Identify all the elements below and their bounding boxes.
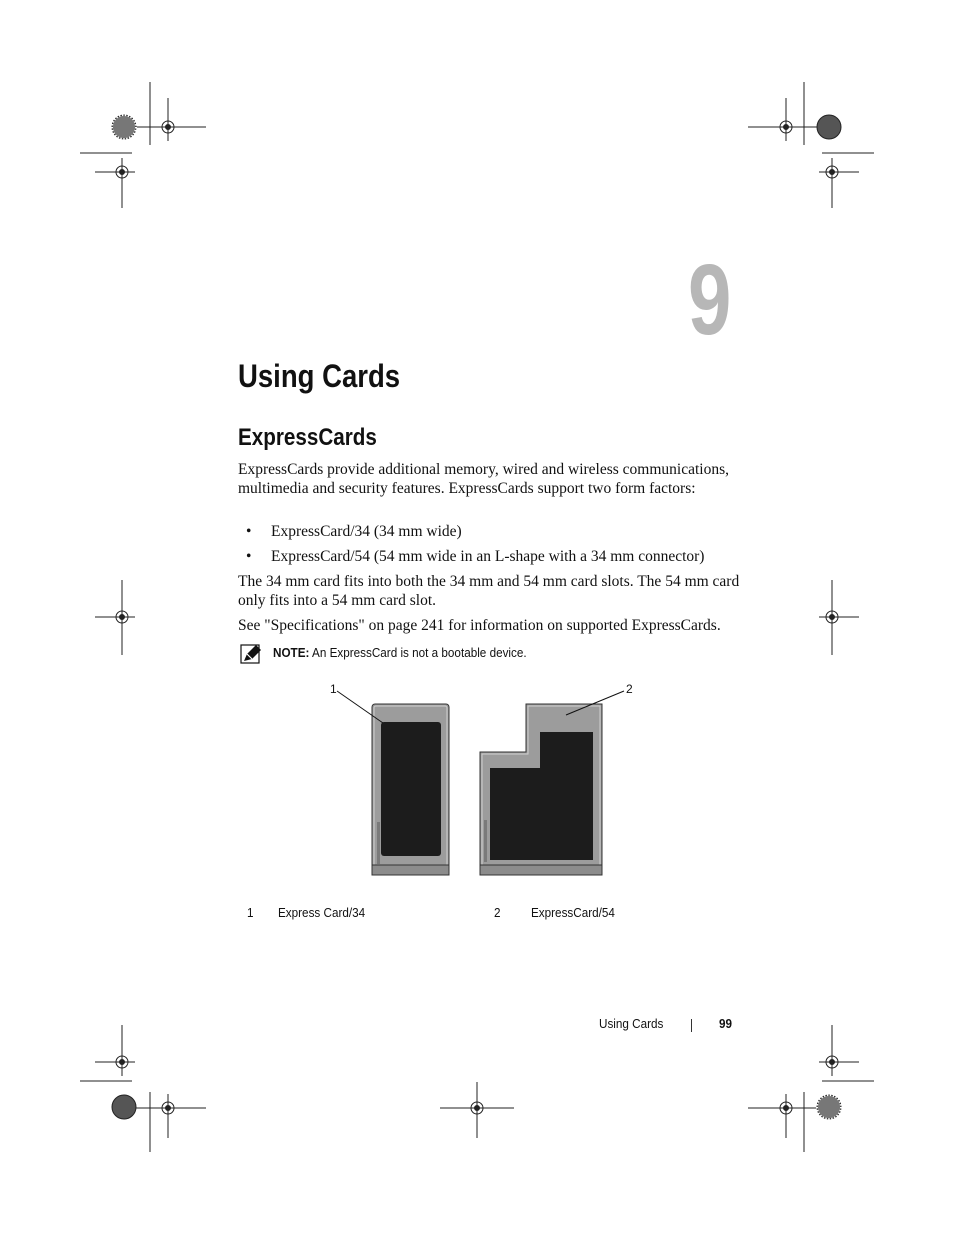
bullet-marker: • bbox=[246, 523, 252, 540]
caption-label: Express Card/34 bbox=[278, 905, 366, 920]
callout-1: 1 bbox=[330, 682, 337, 696]
note-label: NOTE: bbox=[273, 645, 310, 660]
section-heading: ExpressCards bbox=[238, 424, 377, 451]
expresscard-54-illustration bbox=[480, 704, 602, 875]
intro-paragraph: ExpressCards provide additional memory, wired and wireless communications, multimedia and security features. ExpressCards support two form factors: bbox=[238, 461, 730, 497]
caption-number: 2 bbox=[494, 905, 501, 920]
bullet-item: ExpressCard/54 (54 mm wide in an L-shape with a 34 mm connector) bbox=[271, 548, 705, 565]
bullet-marker: • bbox=[246, 548, 252, 565]
footer-section-title: Using Cards bbox=[599, 1016, 664, 1031]
chapter-title: Using Cards bbox=[238, 358, 401, 394]
footer-separator bbox=[691, 1019, 692, 1032]
note-text: An ExpressCard is not a bootable device. bbox=[309, 645, 527, 660]
chapter-number: 9 bbox=[688, 244, 732, 356]
bullet-item: ExpressCard/34 (34 mm wide) bbox=[271, 523, 462, 540]
page-number: 99 bbox=[719, 1016, 733, 1031]
callout-2: 2 bbox=[626, 682, 633, 696]
specifications-paragraph: See "Specifications" on page 241 for information on supported ExpressCards. bbox=[238, 617, 721, 634]
expresscard-34-illustration bbox=[372, 704, 449, 875]
card-slot-paragraph: The 34 mm card fits into both the 34 mm and 54 mm card slots. The 54 mm card only fits into a 54 mm card slot. bbox=[238, 573, 740, 609]
caption-label: ExpressCard/54 bbox=[531, 905, 615, 920]
caption-number: 1 bbox=[247, 905, 254, 920]
